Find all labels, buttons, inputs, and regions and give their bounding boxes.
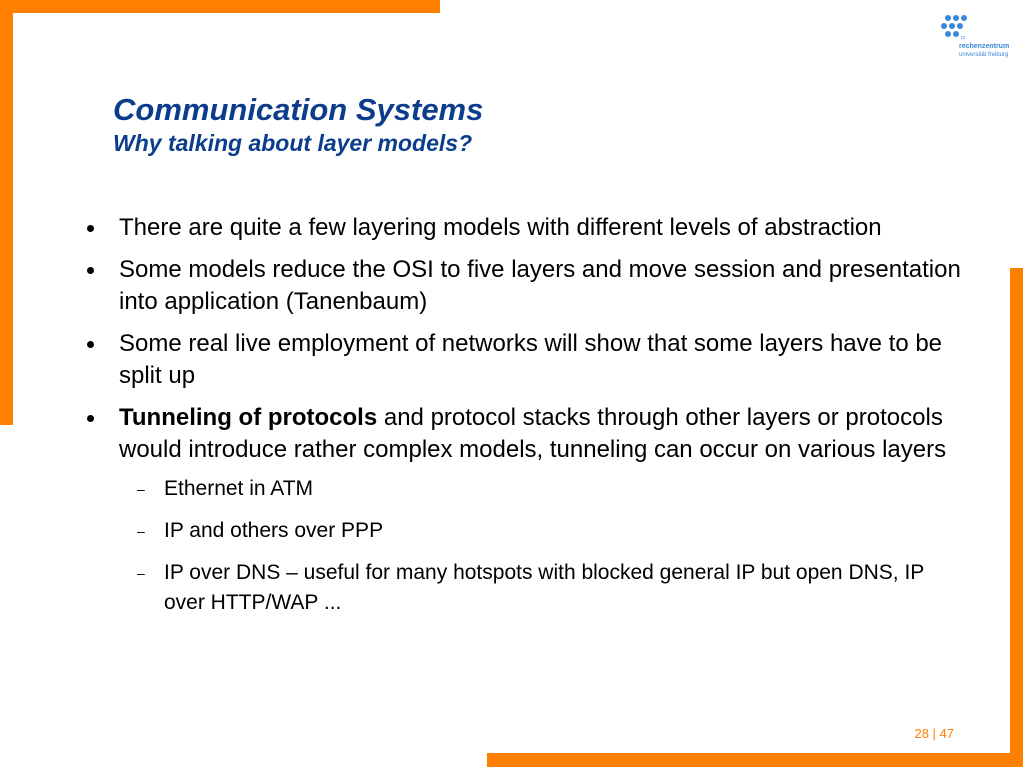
sub-bullet-item xyxy=(137,516,963,546)
slide-subtitle: Why talking about layer models? xyxy=(113,130,473,156)
bullet-dot-icon xyxy=(87,267,94,274)
bullet-dot-icon xyxy=(87,341,94,348)
bullet-item xyxy=(83,402,963,466)
logo-text-rechenzentrum: rechenzentrum xyxy=(959,43,1010,50)
page-number: 28 | 47 xyxy=(914,726,954,741)
dash-icon: – xyxy=(137,481,145,497)
logo-dot xyxy=(945,31,951,37)
top-accent-bar xyxy=(0,0,440,13)
slide-content xyxy=(83,212,963,630)
left-accent-bar xyxy=(0,0,13,425)
bottom-accent-bar xyxy=(487,753,1023,767)
slide-title-block xyxy=(113,92,483,158)
sub-bullet-text: Ethernet in ATM xyxy=(164,477,314,500)
bullet-item xyxy=(83,254,963,318)
university-logo xyxy=(940,12,1010,62)
bullet-text: Some real live employment of networks will show that some layers have to be split up xyxy=(119,330,943,389)
logo-dot xyxy=(949,23,955,29)
bullet-item xyxy=(83,212,963,244)
logo-dot xyxy=(957,23,963,29)
sub-bullet-text: IP and others over PPP xyxy=(164,519,384,542)
logo-dot xyxy=(953,15,959,21)
dash-icon: – xyxy=(137,565,145,581)
logo-dot xyxy=(961,15,967,21)
logo-mark: rz xyxy=(961,35,966,41)
sub-bullet-item xyxy=(137,558,963,618)
right-accent-bar xyxy=(1010,268,1023,767)
bullet-text: and protocol stacks through other layers or protocols would introduce rather complex models, tunneling can occur on various layers xyxy=(119,404,947,463)
sub-bullet-text: IP over DNS – useful for many hotspots with blocked general IP but open DNS, IP over HTTP/WAP ... xyxy=(164,561,924,614)
bullet-text: There are quite a few layering models with different levels of abstraction xyxy=(119,214,882,241)
logo-dot xyxy=(953,31,959,37)
slide-title: Communication Systems xyxy=(113,92,484,127)
bullet-dot-icon xyxy=(87,225,94,232)
logo-text-university: universität freiburg xyxy=(959,52,1009,58)
bullet-bold-text: Tunneling of protocols xyxy=(119,404,378,431)
bullet-list xyxy=(83,212,963,466)
bullet-dot-icon xyxy=(87,415,94,422)
bullet-text: Some models reduce the OSI to five layers and move session and presentation into application (Tanenbaum) xyxy=(119,256,961,315)
logo-dot xyxy=(941,23,947,29)
sub-bullet-item xyxy=(137,474,963,504)
sub-bullet-list xyxy=(137,474,963,618)
dash-icon: – xyxy=(137,523,145,539)
bullet-item xyxy=(83,328,963,392)
logo-dot xyxy=(945,15,951,21)
